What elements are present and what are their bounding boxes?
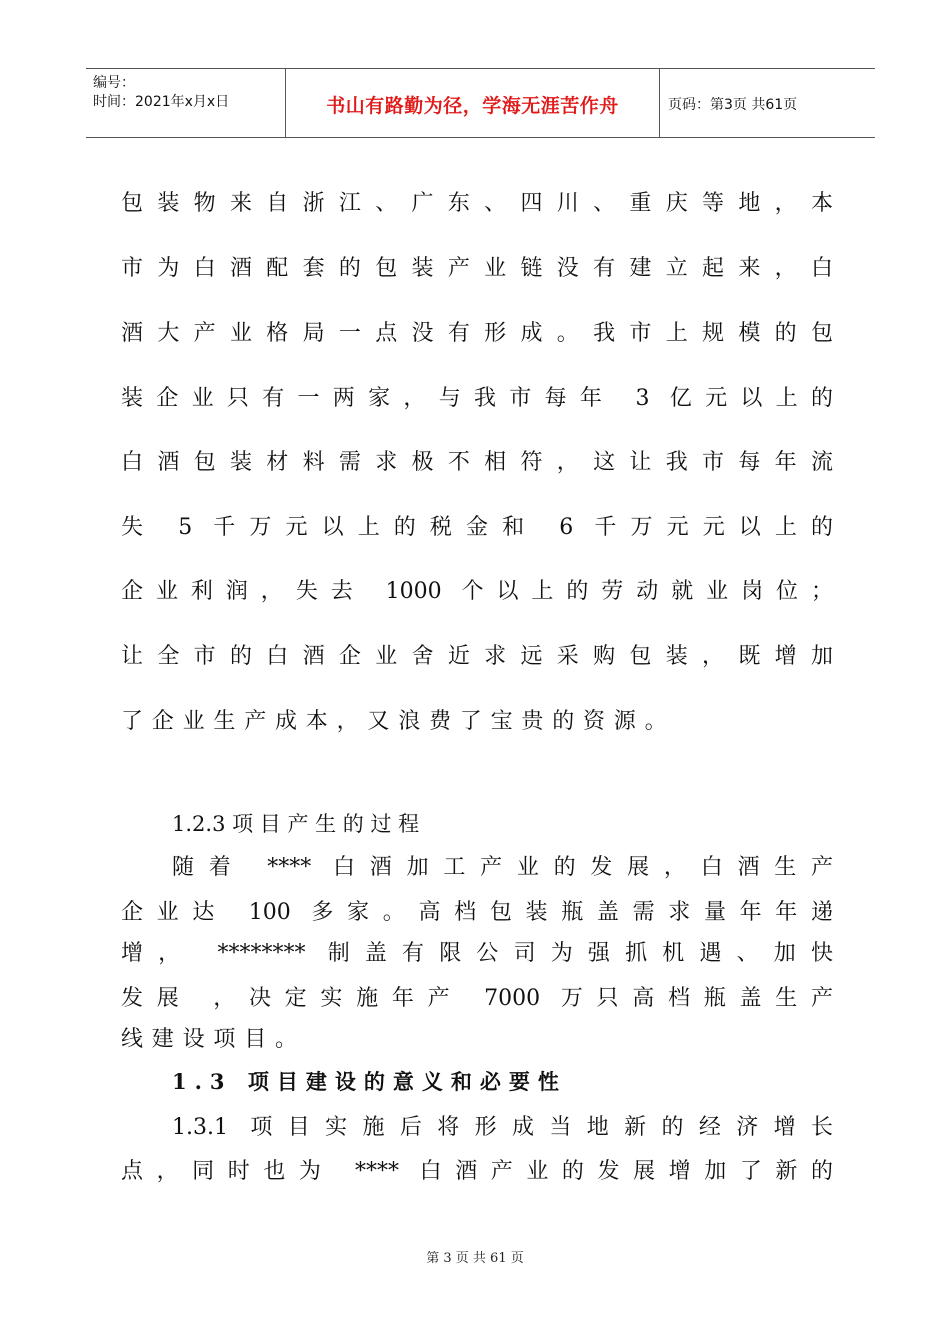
text-line: 让全市的白酒企业舍近求远采购包装，既增加: [121, 644, 833, 669]
text-line: 市为白酒配套的包装产业链没有建立起来，白: [121, 256, 833, 281]
text-line: 发展 ，决定实施年产 7000 万只高档瓶盖生产: [121, 986, 833, 1011]
text-line: 企业利润，失去 1000 个以上的劳动就业岗位；: [121, 579, 833, 604]
section-heading-1-3: 1.3 项目建设的意义和必要性: [172, 1069, 567, 1094]
text-line: 装企业只有一两家，与我市每年 3 亿元以上的: [121, 386, 833, 411]
page-header: [86, 68, 875, 138]
header-page-info: 页码：第3页 共61页: [668, 97, 798, 113]
text-line: 线建设项目。: [121, 1027, 306, 1052]
section-heading-1-2-3: 1.2.3 项 目 产 生 的 过 程: [172, 812, 420, 836]
header-meta: [93, 74, 229, 112]
number-label: 编号：: [93, 75, 135, 91]
text-line: 了企业生产成本，又浪费了宝贵的资源。: [121, 709, 676, 734]
text-line: 失 5 千万元以上的税金和 6 千万元元以上的: [121, 515, 833, 540]
text-line: 企业达 100 多家。高档包装瓶盖需求量年年递: [121, 900, 833, 925]
text-line: 包装物来自浙江、广东、四川、重庆等地，本: [121, 191, 833, 216]
header-slogan: 书山有路勤为径，学海无涯苦作舟: [326, 95, 619, 117]
text-line: 白酒包装材料需求极不相符，这让我市每年流: [121, 450, 833, 475]
header-divider: [659, 69, 660, 137]
text-line: 点，同时也为 **** 白酒产业的发展增加了新的: [121, 1159, 833, 1184]
page-footer: 第 3 页 共 61 页: [426, 1251, 524, 1266]
text-line: 酒大产业格局一点没有形成。我市上规模的包: [121, 321, 833, 346]
text-line: 增， ******** 制盖有限公司为强抓机遇、加快: [121, 941, 833, 966]
text-line: 1.3.1 项目实施后将形成当地新的经济增长: [172, 1115, 833, 1140]
text-line: 随着 **** 白酒加工产业的发展，白酒生产: [172, 855, 833, 880]
time-label: 时间：2021年x月x日: [93, 94, 230, 110]
